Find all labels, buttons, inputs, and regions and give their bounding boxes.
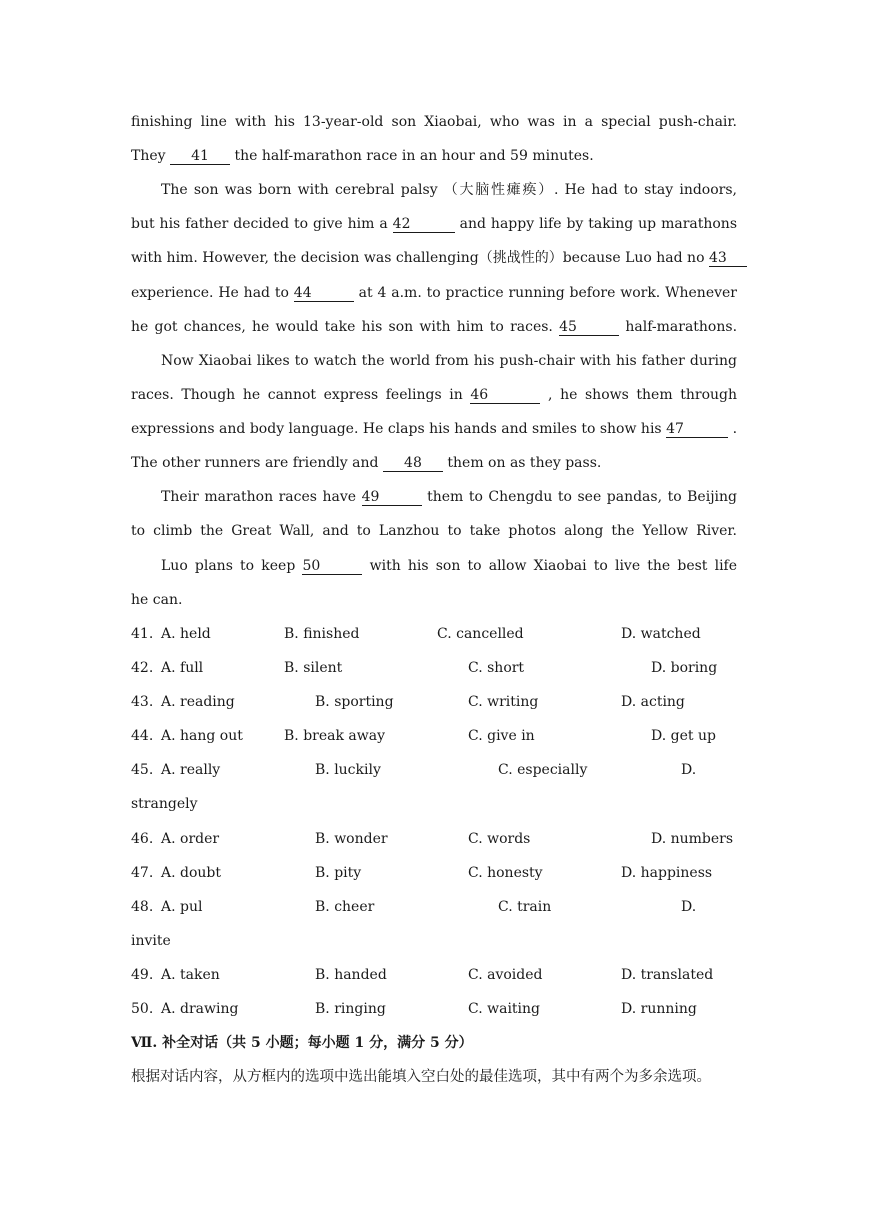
blank-46: 46 <box>470 388 540 404</box>
passage-line: Their marathon races have 49 them to Chengdu to see pandas, to Beijing <box>161 489 737 505</box>
question-45-wrap: strangely <box>131 796 198 812</box>
passage-line: The other runners are friendly and 48 them on as they pass. <box>131 455 602 471</box>
section-heading: Ⅶ. 补全对话（共 5 小题；每小题 1 分，满分 5 分） <box>131 1035 473 1051</box>
passage-line: They 41 the half-marathon race in an hour and 59 minutes. <box>131 148 594 164</box>
passage-line: races. Though he cannot express feelings in 46 , he shows them through <box>131 387 737 403</box>
blank-41: 41 <box>170 149 230 165</box>
page: finishing line with his 13-year-old son Xiaobai, who was in a special push-chair. They 41 the half-marathon race in an hour and 59 minutes. The son was born with cerebral palsy （大脑性瘫痪）. He had to stay indoors, but his father decided to give him a 42 and happy life by taking up marathons with him. However, the decision was challenging（挑战性的）because Luo had no 43 experience. He had to 44 at 4 a.m. to practice running before work. Whenever he got chances, he would take his son with him to races. 45 half-marathons. Now Xiaobai likes to watch the world from his push-chair with his father during races. Though he cannot express feelings in 46 , he shows them through expressions and body language. He claps his hands and smiles to show his 47 . The other runners are friendly and 48 them on as they pass. Their marathon races have 49 them to Chengdu to see pandas, to Beijing to climb the Great Wall, and to Lanzhou to take photos along the Yellow River. Luo plans to keep 50 with his son to allow Xiaobai to live the best life he can. 41. A. held B. finished C. cancelled D. watched 42. A. full B. silent C. short D. boring 43. A. reading B. sporting C. writing D. acting 44. A. hang out B. break away C. give in D. get up 45. A. really B. luckily C. especially D. strangely 46. A. order B. wonder C. words D. numbers 47. A. doubt B. pity C. honesty D. happiness 48. A. pul B. cheer C. train D. invite 49. A. taken B. handed C. avoided D. translated 50. A. drawing B. ringing C. waiting D. running Ⅶ. 补全对话（共 5 小题；每小题 1 分，满分 5 分） 根据对话内容，从方框内的选项中选出能填入空白处的最佳选项，其中有两个为多余选项。 <box>0 0 869 1228</box>
passage-line: to climb the Great Wall, and to Lanzhou to take photos along the Yellow River. <box>131 523 737 539</box>
passage-line: finishing line with his 13-year-old son Xiaobai, who was in a special push-chair. <box>131 114 737 130</box>
blank-49: 49 <box>362 490 422 506</box>
section-instruction: 根据对话内容，从方框内的选项中选出能填入空白处的最佳选项，其中有两个为多余选项。 <box>131 1069 711 1085</box>
passage-line: with him. However, the decision was challenging（挑战性的）because Luo had no 43 <box>131 249 737 267</box>
passage-line: The son was born with cerebral palsy （大脑性瘫痪）. He had to stay indoors, <box>161 182 737 198</box>
blank-44: 44 <box>294 286 354 302</box>
passage-line: Luo plans to keep 50 with his son to allow Xiaobai to live the best life <box>161 558 738 574</box>
question-48-wrap: invite <box>131 933 171 949</box>
blank-50: 50 <box>302 559 362 575</box>
passage-line: expressions and body language. He claps his hands and smiles to show his 47 . <box>131 421 738 437</box>
passage-line: but his father decided to give him a 42 and happy life by taking up marathons <box>131 216 738 232</box>
blank-43: 43 <box>709 251 747 267</box>
blank-45: 45 <box>559 320 619 336</box>
blank-42: 42 <box>393 217 455 233</box>
passage-line: he got chances, he would take his son with him to races. 45 half-marathons. <box>131 319 738 335</box>
passage-line: experience. He had to 44 at 4 a.m. to practice running before work. Whenever <box>131 285 737 301</box>
blank-48: 48 <box>383 456 443 472</box>
passage-line: Now Xiaobai likes to watch the world from his push-chair with his father during <box>161 353 737 369</box>
passage-line: he can. <box>131 592 183 608</box>
blank-47: 47 <box>666 422 728 438</box>
